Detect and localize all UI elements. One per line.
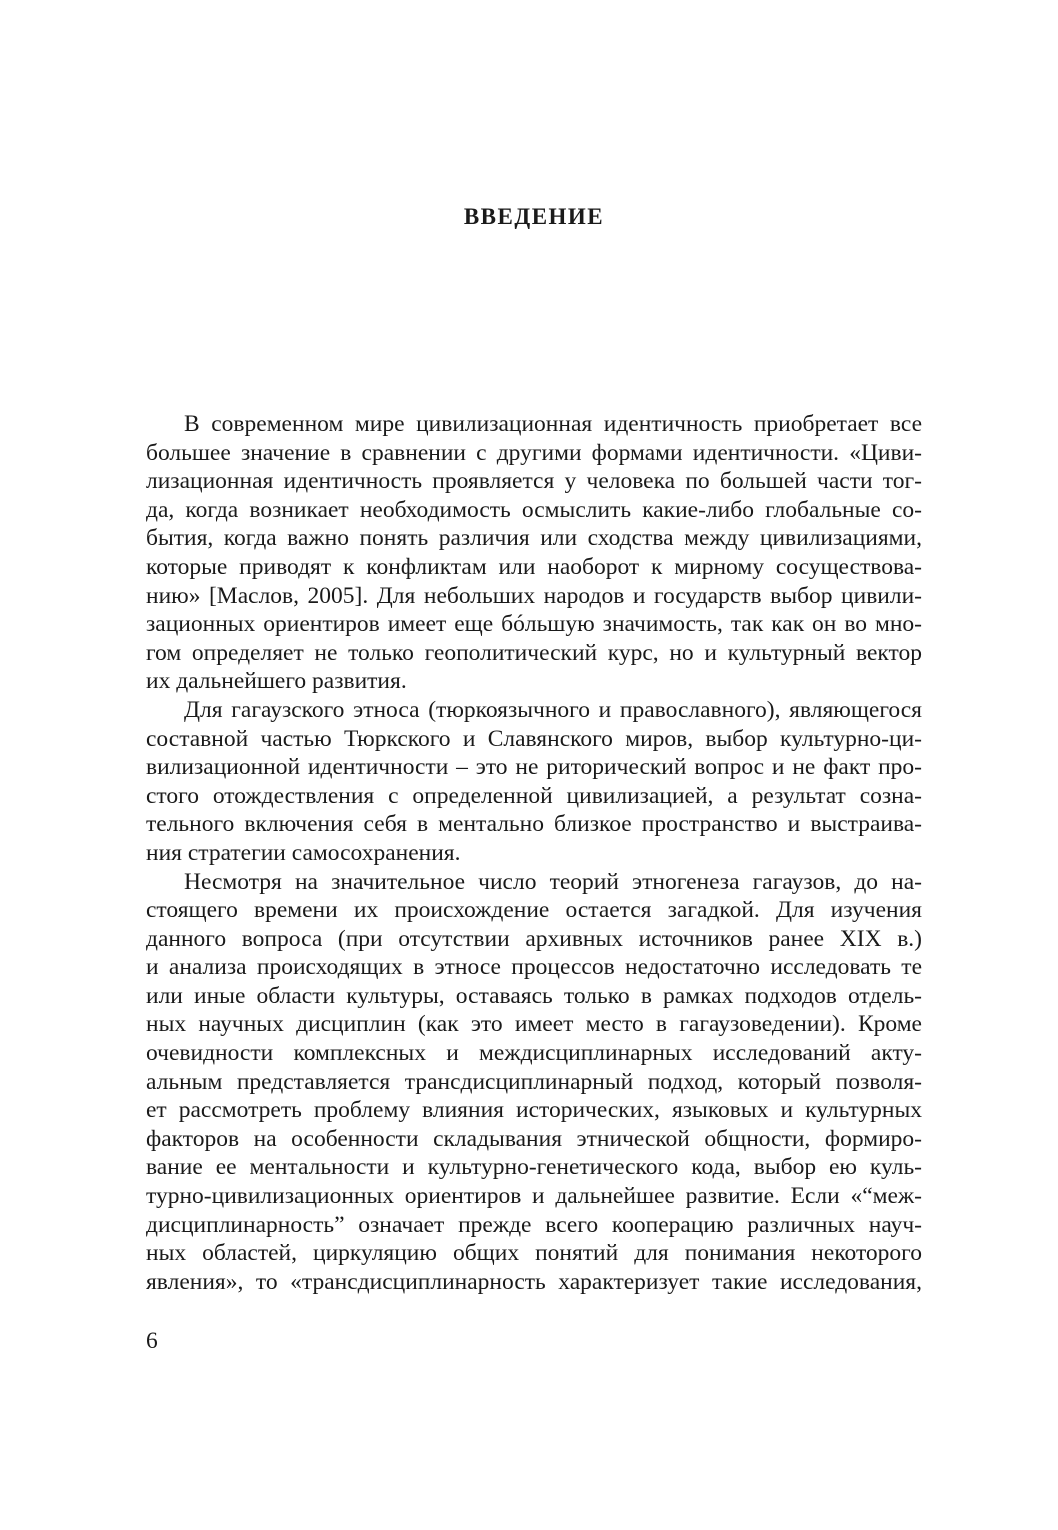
text-line: стого отождествления с определенной цивилизацией, а результат созна- <box>146 782 922 809</box>
text-line: вание ее ментальности и культурно-генетического кода, выбор ею куль- <box>146 1154 922 1181</box>
text-line: В современном мире цивилизационная идентичность приобретает все <box>184 411 922 437</box>
text-line: турно-цивилизационных ориентиров и дальнейшее развитие. Если «“меж- <box>146 1183 922 1210</box>
text-line: ных областей, циркуляцию общих понятий для понимания некоторого <box>146 1240 922 1267</box>
text-line: и анализа происходящих в этносе процессов недостаточно исследовать те <box>146 954 922 981</box>
text-line: вилизационной идентичности – это не риторический вопрос и не факт про- <box>146 754 922 781</box>
paragraph <box>146 410 922 696</box>
text-line: факторов на особенности складывания этнической общности, формиро- <box>146 1125 922 1152</box>
body-text <box>146 410 922 1296</box>
text-line: большее значение в сравнении с другими формами идентичности. «Циви- <box>146 439 922 466</box>
page-number: 6 <box>146 1328 158 1354</box>
text-line: ния стратегии самосохранения. <box>146 839 461 866</box>
text-line: да, когда возникает необходимость осмыслить какие-либо глобальные со- <box>146 496 922 523</box>
text-line: дисциплинарность” означает прежде всего кооперацию различных науч- <box>146 1211 922 1238</box>
text-line: зационных ориентиров имеет еще бóльшую значимость, так как он во мно- <box>146 611 922 638</box>
text-line: которые приводят к конфликтам или наоборот к мирному сосуществова- <box>146 553 922 580</box>
paragraph <box>146 696 922 868</box>
text-line: составной частью Тюркского и Славянского миров, выбор культурно-ци- <box>146 725 922 752</box>
paragraph <box>146 868 922 1297</box>
text-line: альным представляется трансдисциплинарный подход, который позволя- <box>146 1068 922 1095</box>
text-line: Для гагаузского этноса (тюркоязычного и православного), являющегося <box>184 696 922 723</box>
text-line: ных научных дисциплин (как это имеет место в гагаузоведении). Кроме <box>146 1011 922 1038</box>
text-line: бытия, когда важно понять различия или сходства между цивилизациями, <box>146 525 922 552</box>
text-line: гом определяет не только геополитический курс, но и культурный вектор <box>146 639 922 666</box>
text-line: стоящего времени их происхождение остается загадкой. Для изучения <box>146 897 922 924</box>
text-line: их дальнейшего развития. <box>146 668 407 695</box>
text-line: очевидности комплексных и междисциплинарных исследований акту- <box>146 1040 922 1067</box>
text-line: нию» [Маслов, 2005]. Для небольших народов и государств выбор цивили- <box>146 582 922 609</box>
text-line: явления», то «трансдисциплинарность характеризует такие исследования, <box>146 1268 922 1295</box>
text-line: тельного включения себя в ментально близкое пространство и выстраива- <box>146 811 922 838</box>
text-line: ет рассмотреть проблему влияния исторических, языковых и культурных <box>146 1097 922 1124</box>
chapter-title: ВВЕДЕНИЕ <box>463 204 605 229</box>
text-line: лизационная идентичность проявляется у человека по большей части тог- <box>146 468 922 495</box>
text-line: или иные области культуры, оставаясь только в рамках подходов отдель- <box>146 982 922 1009</box>
text-line: данного вопроса (при отсутствии архивных источников ранее XIX в.) <box>146 925 922 952</box>
text-line: Несмотря на значительное число теорий этногенеза гагаузов, до на- <box>184 868 922 895</box>
